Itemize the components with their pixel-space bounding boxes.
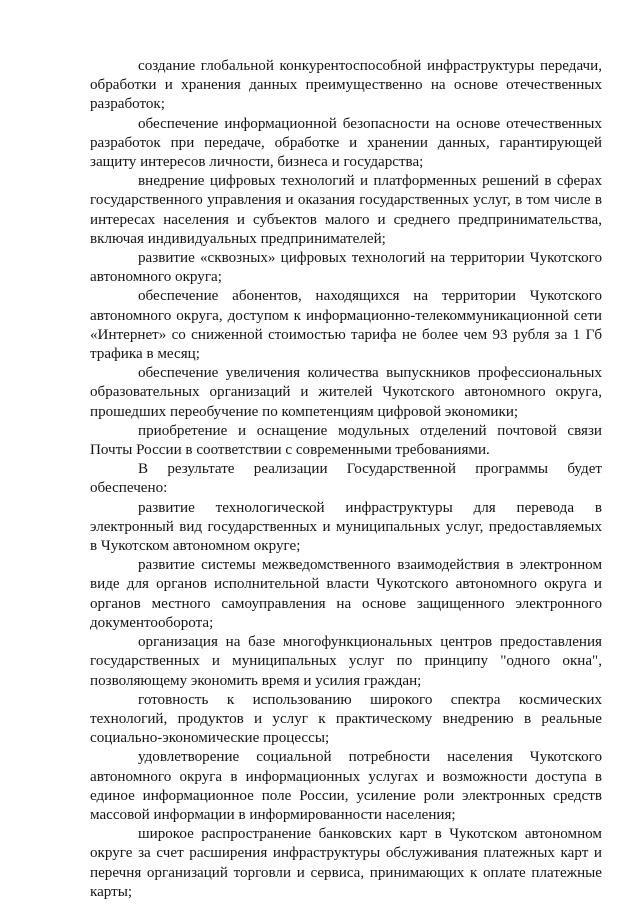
paragraph: внедрение цифровых технологий и платформенных решений в сферах государственного управления и оказания государственных услуг, в том числе в интересах населения и субъектов малого и среднего предпринимательства, включая индивидуальных предпринимателей;: [90, 173, 602, 247]
paragraph: обеспечение увеличения количества выпускников профессиональных образовательных организаций и жителей Чукотского автономного округа, прошедших переобучение по компетенциям цифровой экономики;: [90, 365, 602, 420]
paragraph: готовность к использованию широкого спектра космических технологий, продуктов и услуг к практическому внедрению в реальные социально-экономические процессы;: [90, 691, 602, 747]
paragraph: обеспечение информационной безопасности на основе отечественных разработок при передаче, обработке и хранении данных, гарантирующей защиту интересов личности, бизнеса и государства;: [90, 115, 602, 171]
paragraph: развитие «сквозных» цифровых технологий на территории Чукотского автономного округа;: [90, 250, 602, 286]
paragraph: развитие системы межведомственного взаимодействия в электронном виде для органов исполнительной власти Чукотского автономного округа и органов местного самоуправления на основе защищенного электронного документооборота;: [90, 557, 602, 631]
paragraph: обеспечение абонентов, находящихся на территории Чукотского автономного округа, доступом к информационно-телекоммуникационной сети «Интернет» со сниженной стоимостью тарифа не более чем 93 рубля за 1 Гб трафика в месяц;: [90, 288, 602, 363]
paragraph: создание глобальной конкурентоспособной инфраструктуры передачи, обработки и хранения данных преимущественно на основе отечественных разработок;: [90, 58, 602, 113]
paragraph: приобретение и оснащение модульных отделений почтовой связи Почты России в соответствии с современными требованиями.: [90, 422, 602, 459]
paragraph: широкое распространение банковских карт в Чукотском автономном округе за счет расширения инфраструктуры обслуживания платежных карт и перечня организаций торговли и сервиса, принимающих к оплате платежные карты;: [90, 826, 602, 900]
paragraph: организация на базе многофункциональных центров предоставления государственных и муниципальных услуг по принципу "одного окна", позволяющему экономить время и усилия граждан;: [90, 634, 602, 689]
document-body: [90, 57, 602, 902]
paragraph: удовлетворение социальной потребности населения Чукотского автономного округа в информационных услугах и возможности доступа в единое информационное поле России, усиление роли электронных средств массовой информации в информированности населения;: [90, 749, 602, 823]
paragraph: В результате реализации Государственной программы будет обеспечено:: [90, 461, 602, 497]
paragraph: развитие технологической инфраструктуры для перевода в электронный вид государственных и муниципальных услуг, предоставляемых в Чукотском автономном округе;: [90, 499, 602, 555]
